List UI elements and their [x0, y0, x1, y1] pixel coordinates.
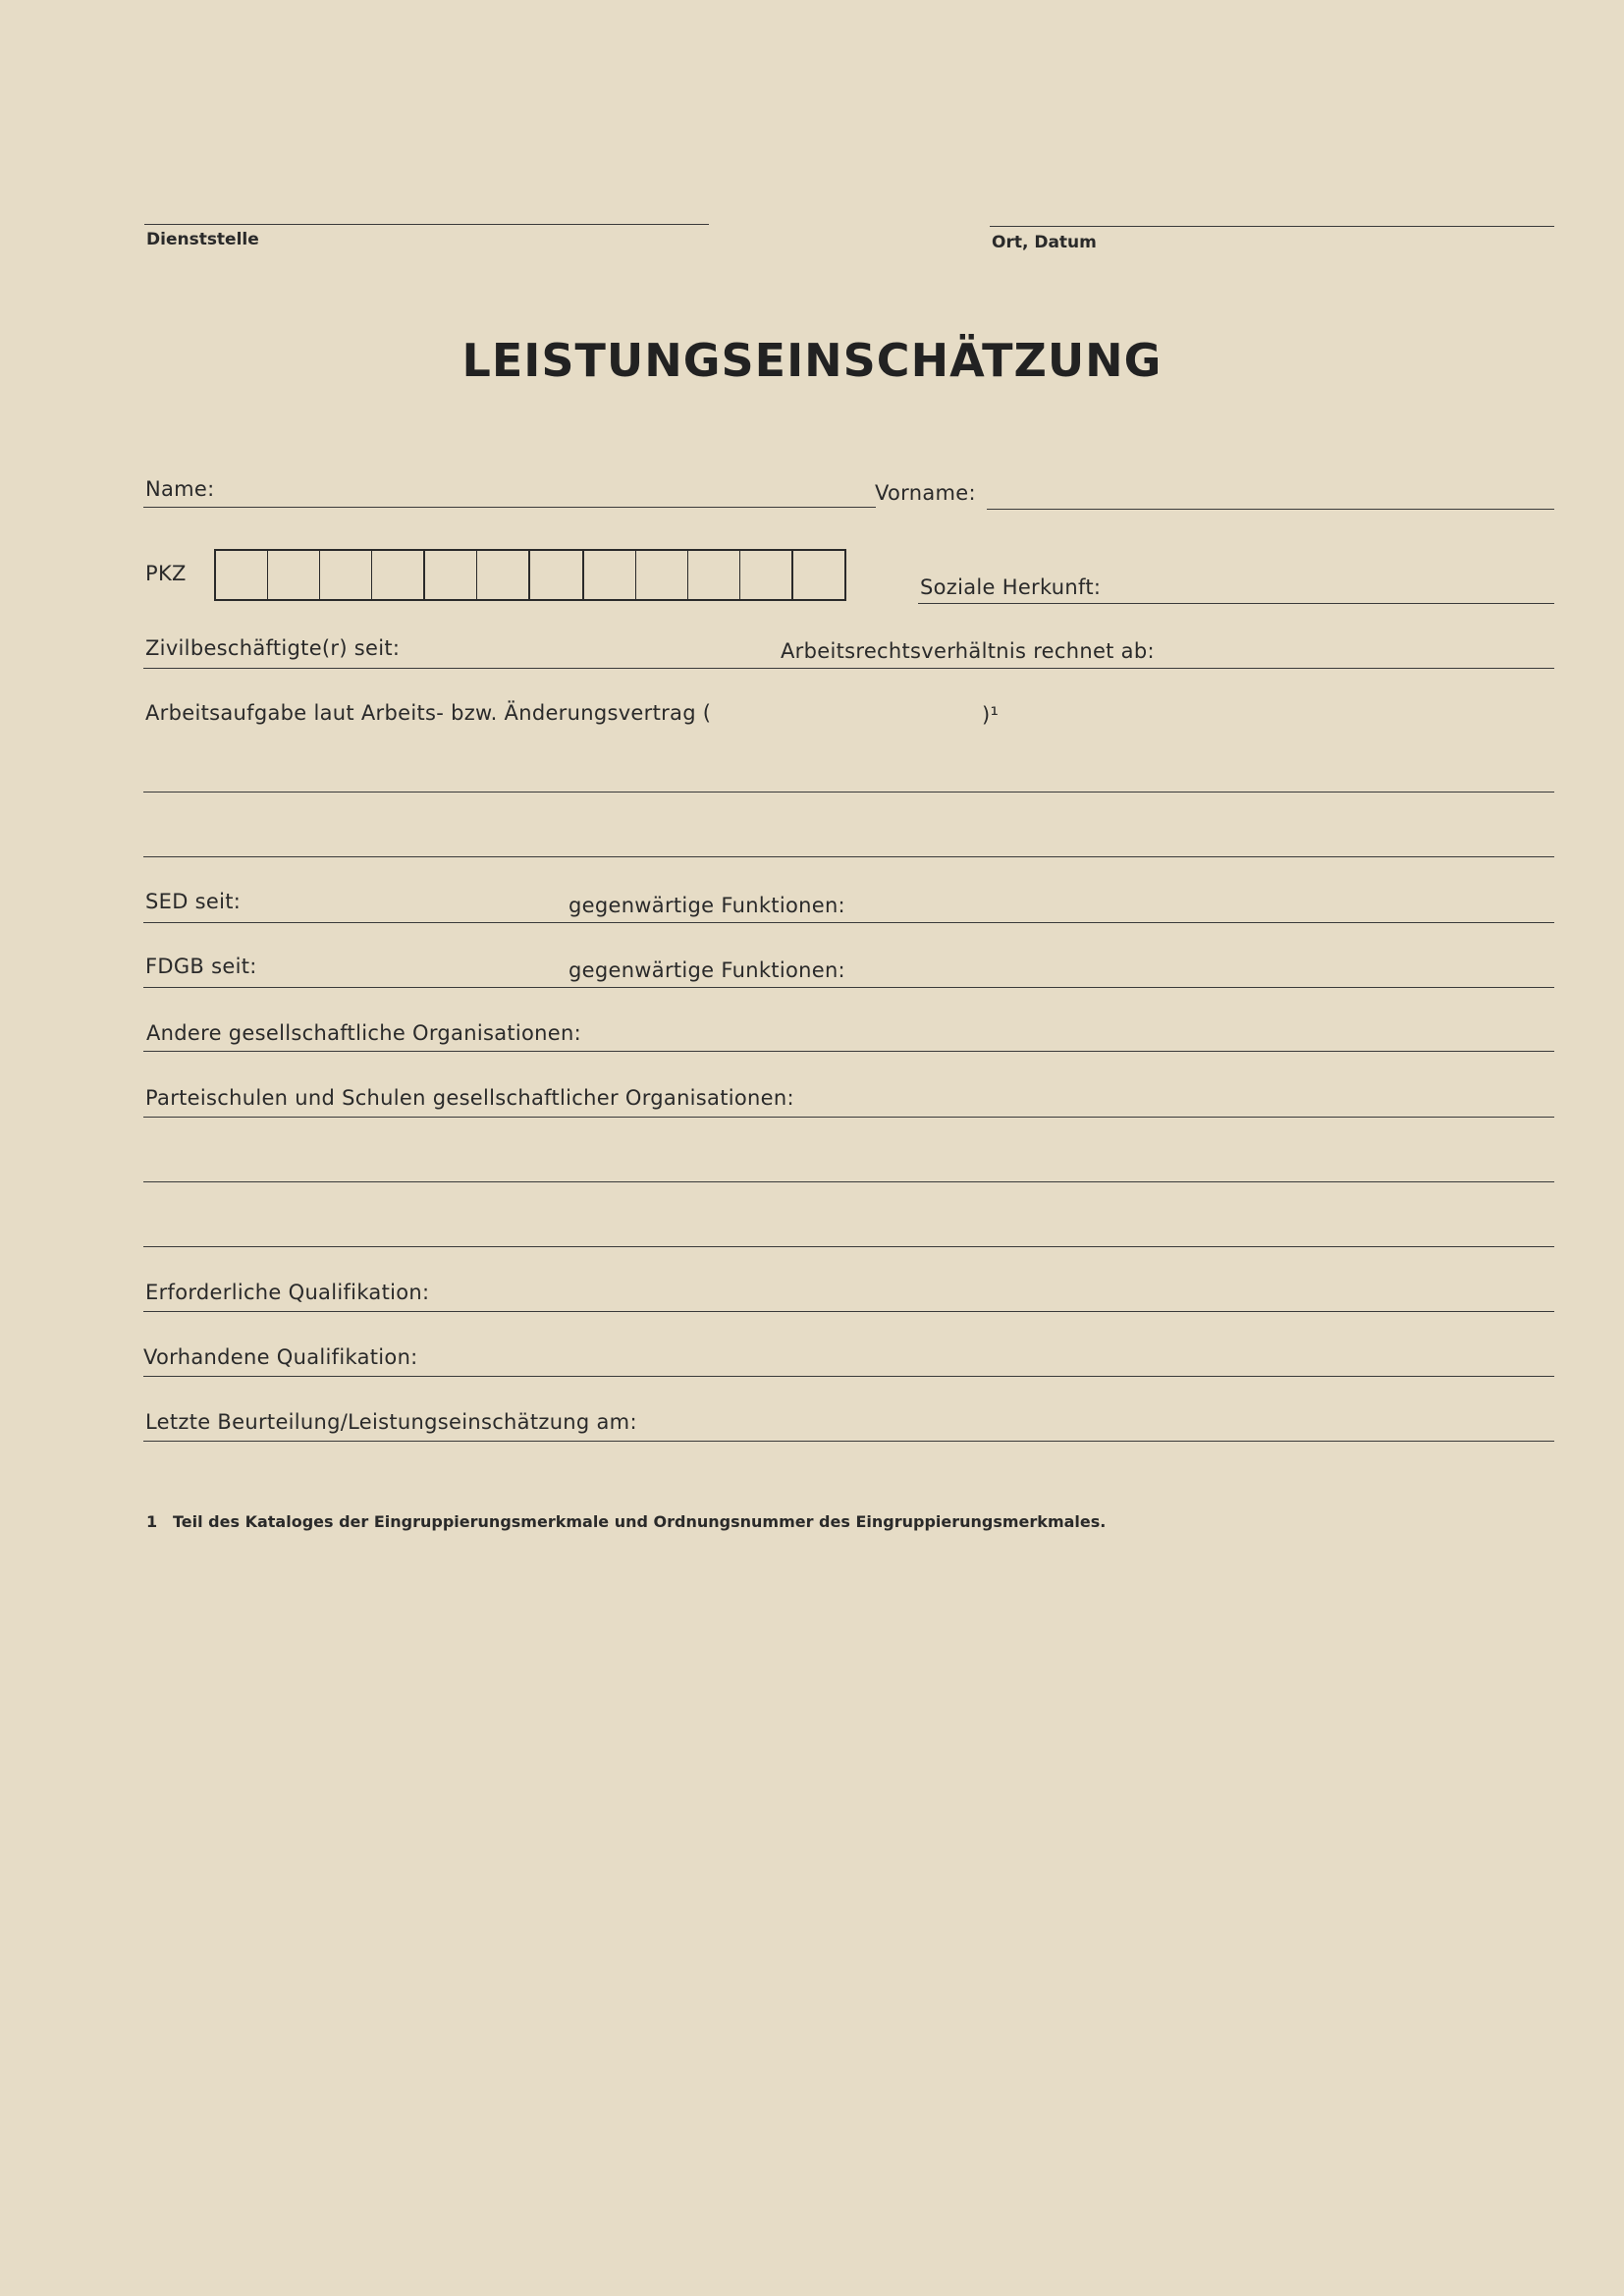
pkz-label: PKZ — [145, 562, 187, 585]
pkz-cell[interactable] — [372, 551, 425, 599]
pkz-cell[interactable] — [477, 551, 530, 599]
footnote-number: 1 — [146, 1512, 158, 1531]
pkz-cell[interactable] — [425, 551, 477, 599]
ort-datum-label: Ort, Datum — [992, 233, 1097, 252]
erforderliche-qual-line[interactable] — [143, 1311, 1554, 1312]
parteischulen-line-1[interactable] — [143, 1117, 1554, 1118]
ort-datum-line[interactable] — [990, 226, 1554, 227]
name-line[interactable] — [143, 507, 876, 508]
footnote-text: Teil des Kataloges der Eingruppierungsmerkmale und Ordnungsnummer des Eingruppierungsmerkmales. — [173, 1512, 1107, 1531]
andere-org-line[interactable] — [143, 1051, 1554, 1052]
vorhandene-qual-line[interactable] — [143, 1376, 1554, 1377]
form-title: LEISTUNGSEINSCHÄTZUNG — [461, 334, 1163, 387]
letzte-beurteilung-label: Letzte Beurteilung/Leistungseinschätzung am: — [145, 1410, 637, 1434]
pkz-boxes[interactable] — [214, 549, 846, 601]
arbeitsaufgabe-line-2[interactable] — [143, 856, 1554, 857]
arbeitsrecht-label: Arbeitsrechtsverhältnis rechnet ab: — [781, 639, 1155, 663]
arbeitsaufgabe-line-1[interactable] — [143, 792, 1554, 793]
soziale-herkunft-line[interactable] — [918, 603, 1554, 604]
parteischulen-label: Parteischulen und Schulen gesellschaftlicher Organisationen: — [145, 1086, 794, 1110]
pkz-cell[interactable] — [530, 551, 583, 599]
parteischulen-line-2[interactable] — [143, 1181, 1554, 1182]
vorname-label: Vorname: — [875, 481, 976, 505]
zivilbeschaeftigte-label: Zivilbeschäftigte(r) seit: — [145, 636, 401, 660]
pkz-cell[interactable] — [216, 551, 268, 599]
pkz-cell[interactable] — [636, 551, 688, 599]
pkz-cell[interactable] — [740, 551, 793, 599]
pkz-cell[interactable] — [320, 551, 372, 599]
fdgb-seit-label: FDGB seit: — [145, 955, 257, 978]
parteischulen-line-3[interactable] — [143, 1246, 1554, 1247]
pkz-cell[interactable] — [793, 551, 844, 599]
soziale-herkunft-label: Soziale Herkunft: — [920, 575, 1102, 599]
dienststelle-line[interactable] — [144, 224, 709, 225]
dienststelle-label: Dienststelle — [146, 230, 259, 249]
erforderliche-qual-label: Erforderliche Qualifikation: — [145, 1281, 430, 1304]
arbeitsaufgabe-label: Arbeitsaufgabe laut Arbeits- bzw. Änderungsvertrag ( — [145, 701, 712, 725]
arbeitsaufgabe-close: )¹ — [982, 703, 1000, 727]
sed-line[interactable] — [143, 922, 1554, 923]
zivil-arbeitsrecht-line[interactable] — [143, 668, 1554, 669]
pkz-cell[interactable] — [688, 551, 740, 599]
pkz-cell[interactable] — [268, 551, 320, 599]
vorname-line[interactable] — [987, 509, 1554, 510]
vorhandene-qual-label: Vorhandene Qualifikation: — [143, 1345, 418, 1369]
sed-funktionen-label: gegenwärtige Funktionen: — [568, 894, 845, 917]
pkz-cell[interactable] — [584, 551, 636, 599]
letzte-beurteilung-line[interactable] — [143, 1441, 1554, 1442]
fdgb-funktionen-label: gegenwärtige Funktionen: — [568, 958, 845, 982]
sed-seit-label: SED seit: — [145, 890, 242, 913]
fdgb-line[interactable] — [143, 987, 1554, 988]
andere-org-label: Andere gesellschaftliche Organisationen: — [146, 1021, 581, 1045]
name-label: Name: — [145, 477, 215, 501]
